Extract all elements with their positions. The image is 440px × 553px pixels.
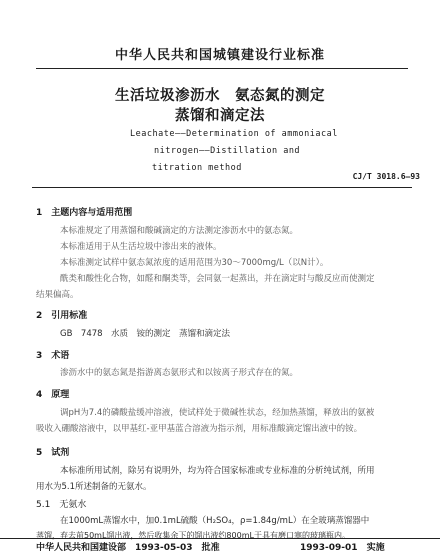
paragraph-line: 结果偏高。 [36,290,79,300]
section-heading: 4 原理 [36,390,70,400]
approval-line: 中华人民共和国建设部 1993-05-03 批准 [36,543,220,553]
section-heading: 3 术语 [36,351,70,361]
standard-number: CJ/T 3018.6—93 [352,172,420,181]
document-title-line1: 生活垃圾渗沥水 氨态氮的测定 [115,88,325,104]
paragraph-line: 本标准测定试样中氨态氮浓度的适用范围为30～7000mg/L（以N计）。 [60,258,329,268]
english-title-line1: Leachate——Determination of ammoniacal [130,129,338,139]
paragraph-line: 本标准适用于从生活垃圾中渗出来的液体。 [60,242,222,252]
footer-rule [0,538,440,539]
paragraph-line: 在1000mL蒸馏水中，加0.1mL硫酸（H₂SO₄，ρ=1.84g/mL）在全玻璃蒸馏器中 [60,516,370,526]
paragraph-line: 酰类和酸性化合物，如醛和酮类等，会同氨一起蒸出，并在滴定时与酸反应而使测定 [60,274,375,284]
document-title-line2: 蒸馏和滴定法 [175,108,265,124]
english-title-line3: titration method [152,163,242,173]
section-heading: 2 引用标准 [36,311,88,321]
header-rule [36,68,408,69]
subsection-heading: 5.1 无氨水 [36,500,87,510]
paragraph-line: 吸收入硼酸溶液中，以甲基红-亚甲基蓝合溶液为指示剂，用标准酸滴定馏出液中的铵。 [36,424,363,434]
paragraph-line: 用水为5.1所述制备的无氨水。 [36,482,152,492]
issuing-organization: 中华人民共和国城镇建设行业标准 [114,48,325,63]
section-heading: 1 主题内容与适用范围 [36,208,133,218]
paragraph-line: 调pH为7.4的磷酸盐缓冲溶液，使试样处于微碱性状态，经加热蒸馏，释放出的氨被 [60,408,375,418]
implementation-line: 1993-09-01 实施 [300,543,385,553]
english-title-line2: nitrogen——Distillation and [154,146,301,156]
paragraph-line: 本标准规定了用蒸馏和酸碱滴定的方法测定渗沥水中的氨态氮。 [60,226,299,236]
section-heading: 5 试剂 [36,448,70,458]
paragraph-line: 渗沥水中的氨态氮是指游离态氨形式和以铵离子形式存在的氮。 [60,368,299,378]
title-rule [32,187,412,188]
paragraph-line: GB 7478 水质 铵的测定 蒸馏和滴定法 [60,329,231,339]
paragraph-line: 本标准所用试剂，除另有说明外，均为符合国家标准或专业标准的分析纯试剂，所用 [60,466,375,476]
paragraph-line: 蒸馏，弃去前50mL馏出液，然后收集余下的馏出液约800mL于具有磨口塞的玻璃瓶内。 [36,531,350,540]
